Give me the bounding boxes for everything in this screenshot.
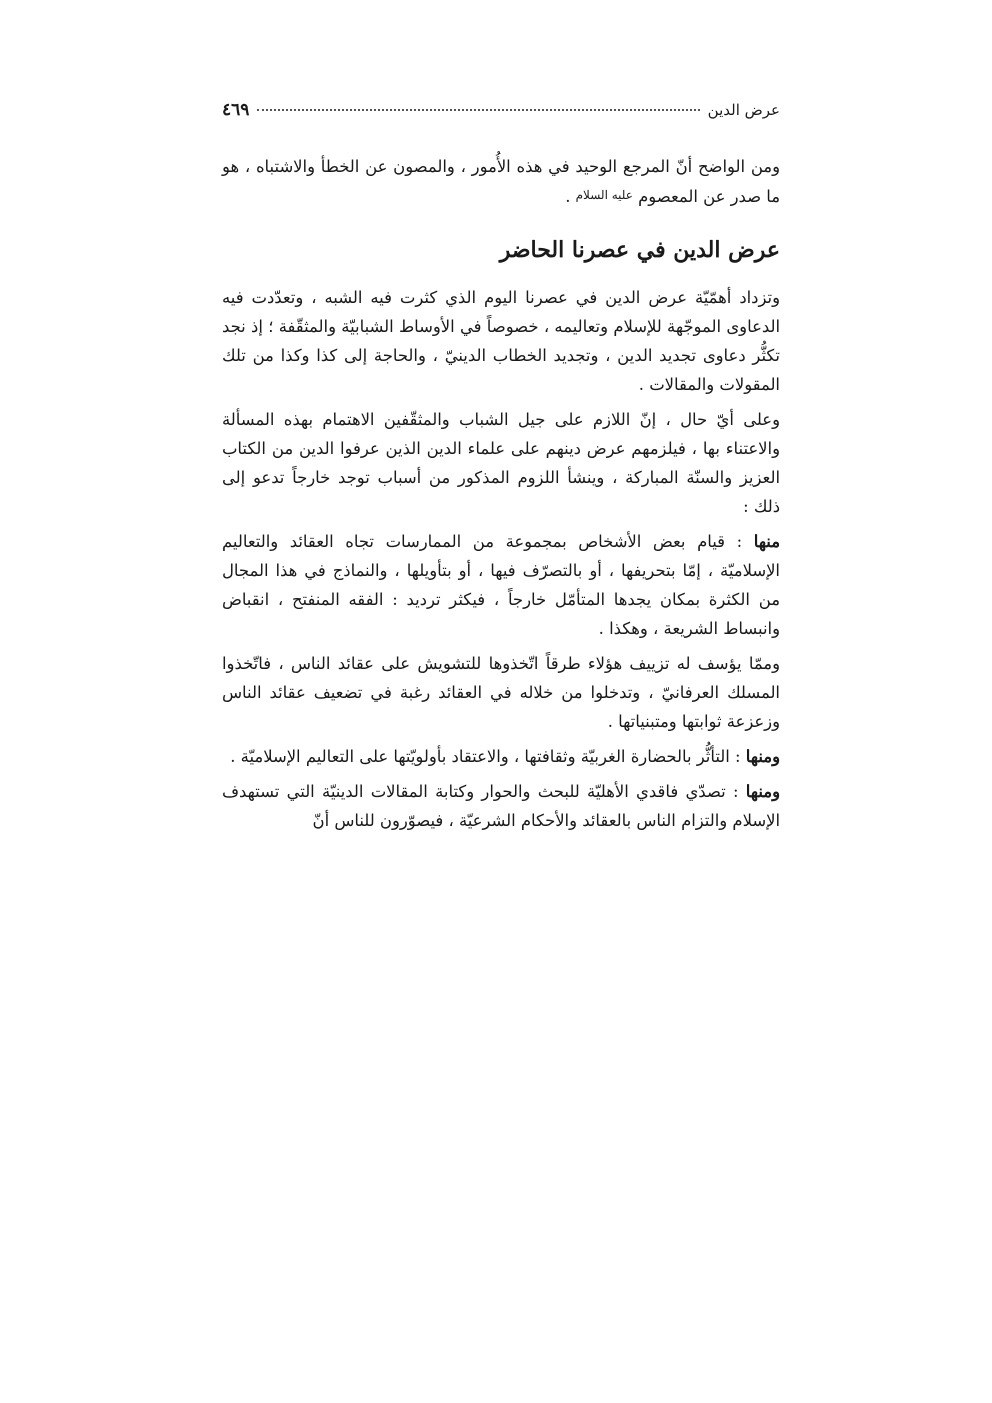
paragraph-4: وممّا يؤسف له تزييف هؤلاء طرقاً اتّخذوها للتشويش على عقائد الناس ، فاتّخذوا المسلك العرفانيّ ، وتدخلوا من خلاله في العقائد رغبة في تضعيف عقائد الناس وزعزعة ثوابتها ومتبنياتها . [222, 654, 780, 731]
paragraph-6-lead: ومنها [745, 782, 780, 801]
paragraph-5-text: : التأثُّر بالحضارة الغربيّة وثقافتها ، والاعتقاد بأولويّتها على التعاليم الإسلاميّة . [230, 747, 746, 766]
intro-text: ومن الواضح أنّ المرجع الوحيد في هذه الأُمور ، والمصون عن الخطأ والاشتباه ، هو ما صدر عن المعصوم [222, 157, 780, 206]
paragraph-3 [222, 527, 780, 643]
document-page [222, 0, 780, 1403]
paragraph-5-lead: ومنها [745, 747, 780, 766]
running-header [222, 100, 780, 132]
paragraph-3-text: : قيام بعض الأشخاص بمجموعة من الممارسات تجاه العقائد والتعاليم الإسلاميّة ، إمّا بتحريفها ، أو بالتصرّف فيها ، أو بتأويلها ، والنماذج في هذا المجال من الكثرة بمكان يجدها المتأمّل خارجاً ، فيكثر ترديد : الفقه المنفتح ، انقباض وانبساط الشريعة ، وهكذا . [222, 532, 780, 638]
intro-paragraph [222, 152, 780, 211]
page-number: ٤٦٩ [222, 100, 250, 120]
paragraph-1: وتزداد أهمّيّة عرض الدين في عصرنا اليوم الذي كثرت فيه الشبه ، وتعدّدت فيه الدعاوى الموجّهة للإسلام وتعاليمه ، خصوصاً في الأوساط الشبابيّة والمثقّفة ؛ إذ نجد تكثُّر دعاوى تجديد الدين ، وتجديد الخطاب الدينيّ ، والحاجة إلى كذا وكذا من تلك المقولات والمقالات . [222, 288, 780, 394]
honorific-mark: عليه السلام [575, 188, 633, 202]
leader-dots [257, 109, 699, 111]
section-heading: عرض الدين في عصرنا الحاضر [499, 237, 780, 263]
intro-end: . [565, 187, 576, 206]
body-text [222, 152, 780, 841]
paragraph-6 [222, 777, 780, 835]
running-title: عرض الدين [707, 101, 780, 119]
paragraph-5 [222, 742, 780, 771]
paragraph-6-text: : تصدّي فاقدي الأهليّة للبحث والحوار وكتابة المقالات الدينيّة التي تستهدف الإسلام والتزام الناس بالعقائد والأحكام الشرعيّة ، فيصوّرون للناس أنّ [222, 782, 780, 830]
paragraph-3-lead: منها [753, 532, 780, 551]
paragraph-2: وعلى أيّ حال ، إنّ اللازم على جيل الشباب والمثقّفين الاهتمام بهذه المسألة والاعتناء بها ، فيلزمهم عرض دينهم على علماء الدين الذين عرفوا الدين من الكتاب العزيز والسنّة المباركة ، وينشأ اللزوم المذكور من أسباب توجد خارجاً تدعو إلى ذلك : [222, 410, 780, 516]
